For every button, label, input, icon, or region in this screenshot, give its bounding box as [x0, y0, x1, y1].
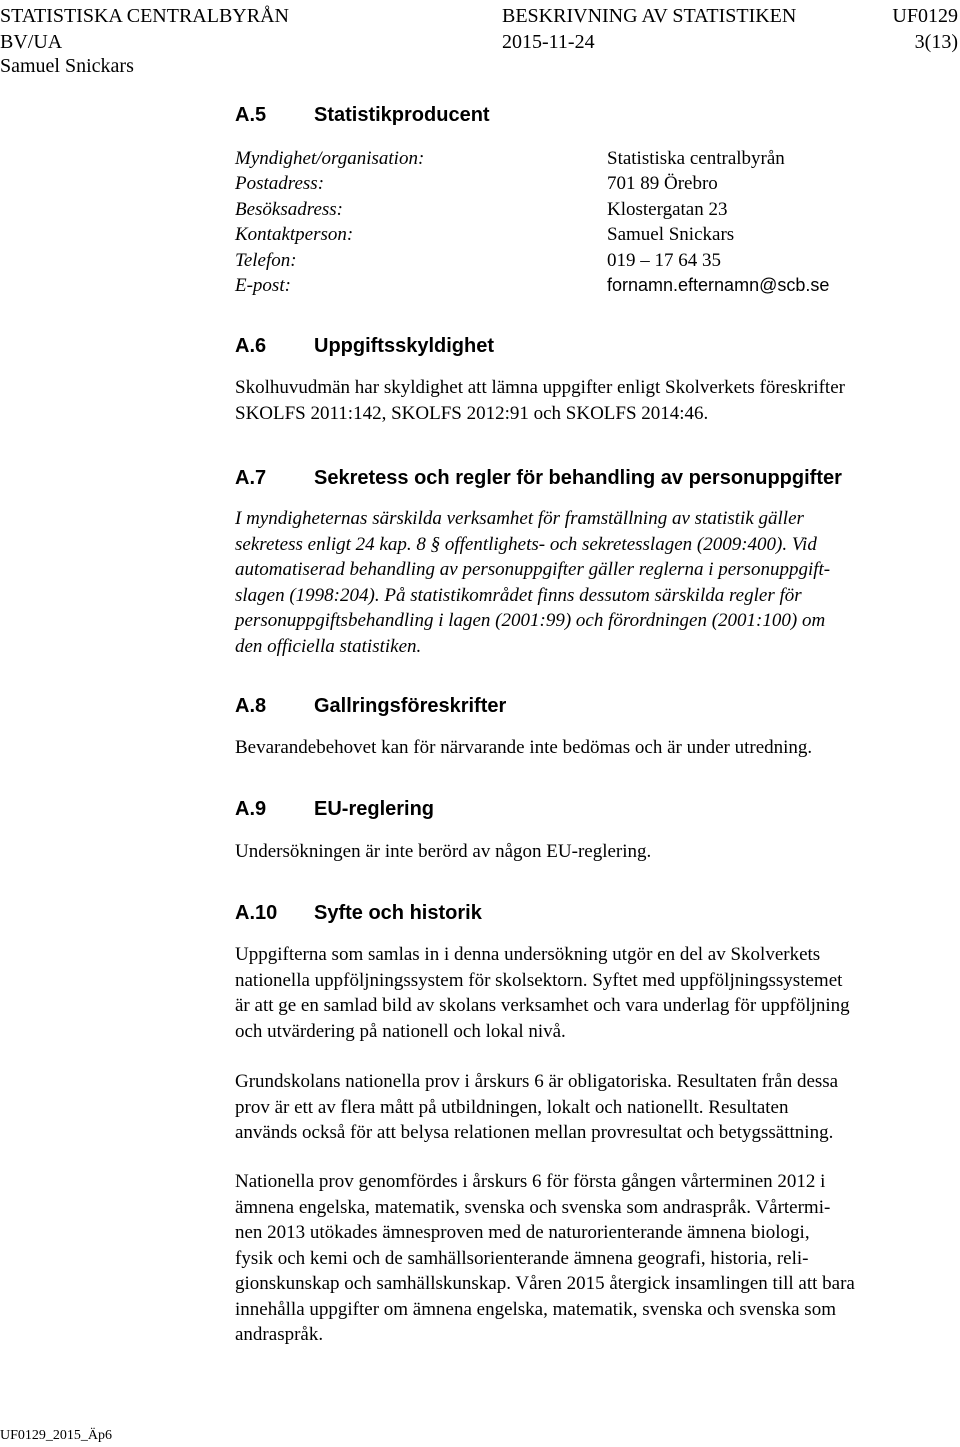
header-dept: BV/UA — [0, 31, 63, 53]
body-line: slagen (1998:204). På statistikområdet finns dessutom särskilda regler för — [235, 584, 802, 606]
footer-code: UF0129_2015_Äp6 — [0, 1428, 113, 1443]
body-line: Uppgifterna som samlas in i denna undersökning utgör en del av Skolverkets — [235, 944, 821, 965]
contact-value: 701 89 Örebro — [607, 173, 718, 194]
body-line: automatiserad behandling av personuppgifter gäller reglerna i personuppgift- — [235, 559, 831, 580]
contact-label: E-post: — [235, 275, 291, 296]
section-title: EU-reglering — [314, 798, 435, 820]
body-line: och utvärdering på nationell och lokal nivå. — [235, 1020, 566, 1042]
contact-label: Myndighet/organisation: — [235, 148, 425, 169]
body-line: är att ge en samlad bild av skolans verksamhet och vara underlag för uppföljning — [235, 995, 850, 1016]
body-line: sekretess enligt 24 kap. 8 § offentlighets- och sekretesslagen (2009:400). Vid — [235, 533, 817, 555]
header-date: 2015-11-24 — [502, 31, 595, 53]
section-body — [235, 375, 935, 426]
section-title: Uppgiftsskyldighet — [314, 335, 495, 357]
body-line: Nationella prov genomfördes i årskurs 6 för första gången vårterminen 2012 i — [235, 1171, 826, 1192]
body-line: nen 2013 utökades ämnesproven med de naturorienterande ämnena biologi, — [235, 1222, 810, 1243]
body-line: gionskunskap och samhällskunskap. Våren 2015 återgick insamlingen till att bara — [235, 1273, 855, 1294]
header-org: STATISTISKA CENTRALBYRÅN — [0, 5, 289, 27]
paragraph-2 — [235, 1069, 935, 1146]
body-line: används också för att belysa relationen mellan provresultat och betygssättning. — [235, 1122, 834, 1143]
section-number: A.5 — [235, 104, 267, 126]
body-line: ämnena engelska, matematik, svenska och svenska som andraspråk. Vårtermi- — [235, 1196, 831, 1218]
body-line: andraspråk. — [235, 1324, 324, 1345]
body-line: SKOLFS 2011:142, SKOLFS 2012:91 och SKOLFS 2014:46. — [235, 402, 709, 424]
contact-value: Statistiska centralbyrån — [607, 148, 785, 169]
section-title: Syfte och historik — [314, 902, 482, 924]
section-number: A.10 — [235, 902, 278, 924]
section-body — [235, 506, 935, 659]
body-line: Undersökningen är inte berörd av någon EU-reglering. — [235, 841, 652, 862]
body-line: Grundskolans nationella prov i årskurs 6 är obligatoriska. Resultaten från dessa — [235, 1071, 839, 1092]
contact-email: fornamn.efternamn@scb.se — [607, 275, 830, 295]
section-number: A.6 — [235, 335, 267, 357]
body-line: personuppgiftsbehandling i lagen (2001:99) och förordningen (2001:100) om — [235, 610, 826, 631]
section-title: Sekretess och regler för behandling av personuppgifter — [314, 467, 842, 489]
contact-label: Besöksadress: — [235, 199, 343, 220]
body-line: Skolhuvudmän har skyldighet att lämna uppgifter enligt Skolverkets föreskrifter — [235, 377, 845, 398]
contact-label: Kontaktperson: — [235, 224, 354, 245]
section-title: Statistikproducent — [314, 104, 490, 126]
section-number: A.8 — [235, 695, 267, 717]
paragraph-1 — [235, 942, 935, 1044]
section-number: A.9 — [235, 798, 267, 820]
body-line: I myndigheternas särskilda verksamhet för framställning av statistik gäller — [235, 508, 804, 529]
body-line: prov är ett av flera mått på utbildningen, lokalt och nationellt. Resultaten — [235, 1096, 789, 1118]
section-number: A.7 — [235, 467, 267, 489]
contact-label: Postadress: — [235, 173, 325, 194]
contact-value: Samuel Snickars — [607, 224, 735, 245]
header-doc-type: BESKRIVNING AV STATISTIKEN — [502, 5, 797, 27]
contact-value: 019 – 17 64 35 — [607, 250, 721, 271]
paragraph-3 — [235, 1169, 935, 1348]
body-line: Bevarandebehovet kan för närvarande inte bedömas och är under utredning. — [235, 737, 813, 758]
section-body — [235, 735, 935, 761]
body-line: den officiella statistiken. — [235, 635, 422, 657]
contact-label: Telefon: — [235, 250, 297, 271]
contact-value: Klostergatan 23 — [607, 199, 728, 220]
body-line: fysik och kemi och de samhällsorienterande ämnena geografi, historia, reli- — [235, 1247, 809, 1269]
section-body — [235, 839, 935, 865]
body-line: innehålla uppgifter om ämnena engelska, matematik, svenska och svenska som — [235, 1298, 836, 1320]
section-title: Gallringsföreskrifter — [314, 695, 507, 717]
body-line: nationella uppföljningssystem för skolsektorn. Syftet med uppföljningssystemet — [235, 969, 843, 991]
header-page-number: 3(13) — [914, 31, 958, 53]
header-doc-id: UF0129 — [892, 5, 958, 27]
header-author: Samuel Snickars — [0, 55, 134, 77]
